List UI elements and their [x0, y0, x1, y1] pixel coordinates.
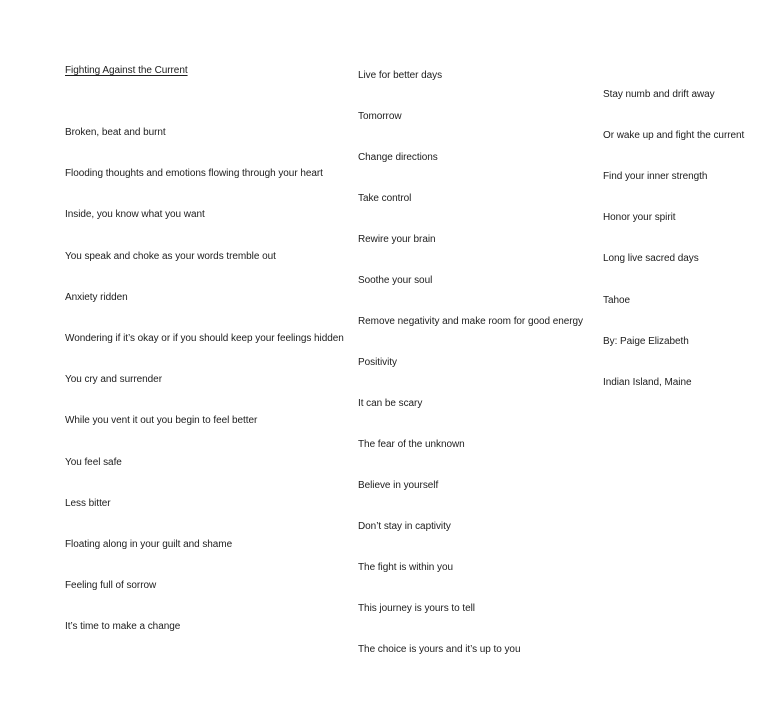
poem-line-left-9: You feel safe: [65, 457, 122, 468]
poem-line-left-2: Flooding thoughts and emotions flowing through your heart: [65, 168, 323, 179]
poem-line-middle-3: Change directions: [358, 152, 438, 163]
poem-line-middle-10: The fear of the unknown: [358, 439, 465, 450]
poem-line-middle-15: The choice is yours and it’s up to you: [358, 644, 521, 655]
poem-line-left-1: Broken, beat and burnt: [65, 127, 166, 138]
poem-line-left-5: Anxiety ridden: [65, 292, 128, 303]
poem-line-middle-11: Believe in yourself: [358, 480, 439, 491]
poem-location: Tahoe: [603, 295, 630, 306]
poem-line-middle-5: Rewire your brain: [358, 234, 436, 245]
poem-author: By: Paige Elizabeth: [603, 336, 689, 347]
poem-line-middle-8: Positivity: [358, 357, 397, 368]
poem-line-right-5: Long live sacred days: [603, 253, 699, 264]
poem-line-middle-4: Take control: [358, 193, 412, 204]
poem-line-left-12: Feeling full of sorrow: [65, 580, 157, 591]
poem-line-left-10: Less bitter: [65, 498, 111, 509]
poem-line-middle-2: Tomorrow: [358, 111, 402, 122]
poem-line-right-3: Find your inner strength: [603, 171, 708, 182]
poem-line-middle-1: Live for better days: [358, 70, 443, 81]
poem-line-left-7: You cry and surrender: [65, 374, 162, 385]
poem-line-middle-6: Soothe your soul: [358, 275, 433, 286]
poem-line-left-4: You speak and choke as your words tremble out: [65, 251, 276, 262]
poem-line-left-8: While you vent it out you begin to feel better: [65, 415, 258, 426]
poem-line-left-13: It’s time to make a change: [65, 621, 181, 632]
poem-line-middle-12: Don’t stay in captivity: [358, 521, 451, 532]
poem-line-right-2: Or wake up and fight the current: [603, 130, 745, 141]
poem-line-left-11: Floating along in your guilt and shame: [65, 539, 233, 550]
poem-line-right-1: Stay numb and drift away: [603, 89, 715, 100]
poem-line-middle-9: It can be scary: [358, 398, 423, 409]
poem-line-left-6: Wondering if it’s okay or if you should keep your feelings hidden: [65, 333, 344, 344]
poem-line-right-4: Honor your spirit: [603, 212, 676, 223]
poem-line-middle-14: This journey is yours to tell: [358, 603, 475, 614]
poem-line-middle-7: Remove negativity and make room for good energy: [358, 316, 583, 327]
poem-line-left-3: Inside, you know what you want: [65, 209, 205, 220]
poem-author-location: Indian Island, Maine: [603, 377, 692, 388]
poem-line-middle-13: The fight is within you: [358, 562, 454, 573]
poem-title: Fighting Against the Current: [65, 65, 188, 76]
